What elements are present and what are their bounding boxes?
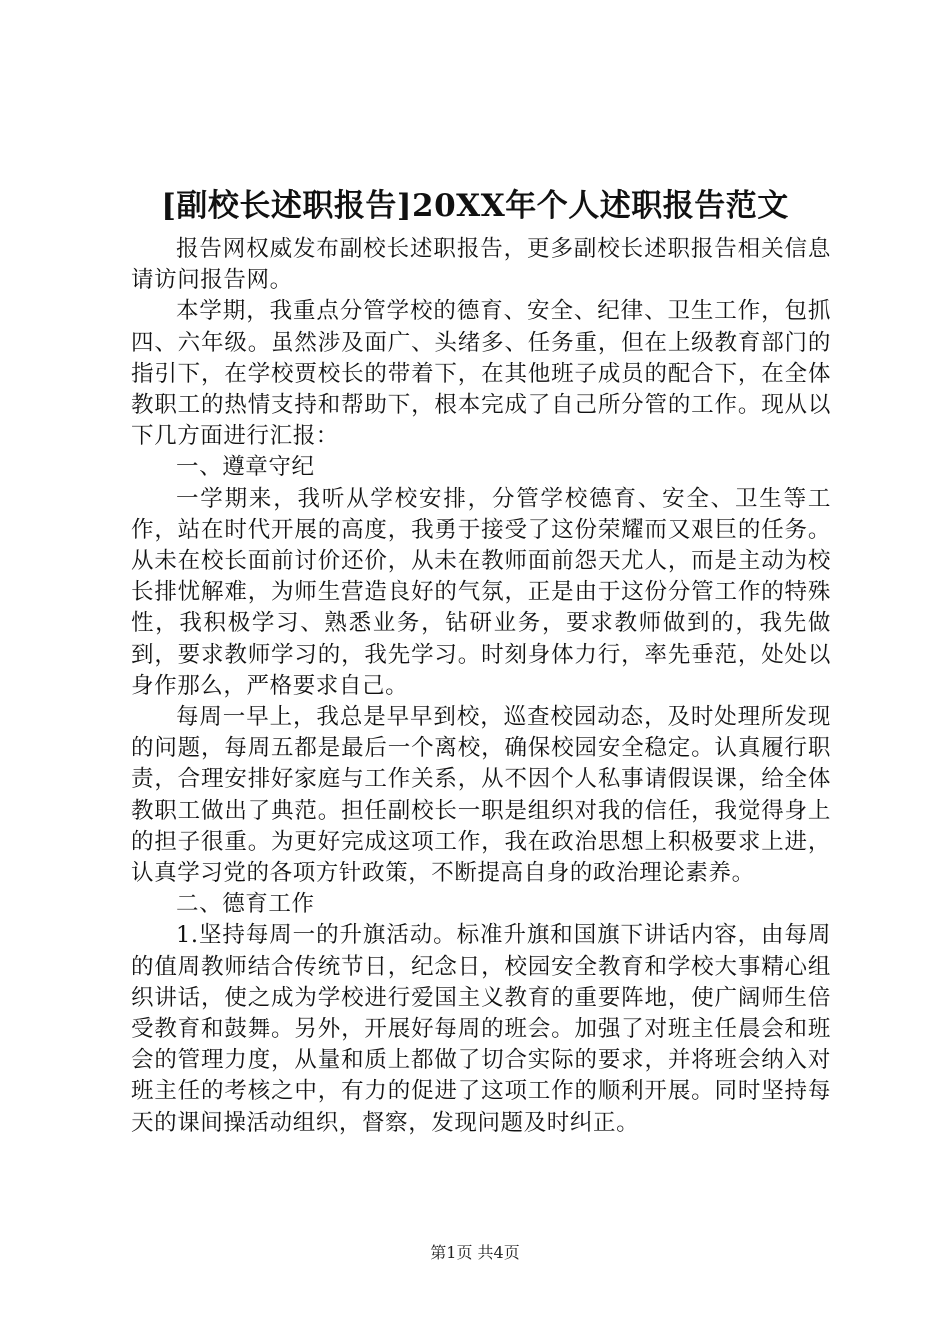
paragraph-daily-duty: 每周一早上，我总是早早到校，巡查校园动态，及时处理所发现的问题，每周五都是最后一个离校，确保校园安全稳定。认真履行职责，合理安排好家庭与工作关系，从不因个人私事请假误课，给全体教职工做出了典范。担任副校长一职是组织对我的信任，我觉得身上的担子很重。为更好完成这项工作，我在政治思想上积极要求上进，认真学习党的各项方针政策，不断提高自身的政治理论素养。: [131, 704, 831, 887]
section-heading-moral-education: 二、德育工作: [176, 891, 315, 918]
paragraph-overview: 本学期，我重点分管学校的德育、安全、纪律、卫生工作，包抓四、六年级。虽然涉及面广、头绪多、任务重，但在上级教育部门的指引下，在学校贾校长的带着下，在其他班子成员的配合下，在全体教职工的热情支持和帮助下，根本完成了自己所分管的工作。现从以下几方面进行汇报：: [131, 298, 831, 450]
paragraph-intro: 报告网权威发布副校长述职报告，更多副校长述职报告相关信息请访问报告网。: [131, 236, 831, 294]
paragraph-flag-raising: 1.坚持每周一的升旗活动。标准升旗和国旗下讲话内容，由每周的值周教师结合传统节日，纪念日，校园安全教育和学校大事精心组织讲话，使之成为学校进行爱国主义教育的重要阵地，使广阔师生倍受教育和鼓舞。另外，开展好每周的班会。加强了对班主任晨会和班会的管理力度，从量和质上都做了切合实际的要求，并将班会纳入对班主任的考核之中，有力的促进了这项工作的顺利开展。同时坚持每天的课间操活动组织，督察，发现问题及时纠正。: [131, 922, 831, 1136]
document-title: [副校长述职报告]20XX年个人述职报告范文: [161, 188, 789, 224]
section-heading-discipline: 一、遵章守纪: [176, 454, 315, 481]
paragraph-discipline: 一学期来，我听从学校安排，分管学校德育、安全、卫生等工作，站在时代开展的高度，我勇于接受了这份荣耀而又艰巨的任务。从未在校长面前讨价还价，从未在教师面前怨天尤人，而是主动为校长排忧解难，为师生营造良好的气氛，正是由于这份分管工作的特殊性，我积极学习、熟悉业务，钻研业务，要求教师做到的，我先做到，要求教师学习的，我先学习。时刻身体力行，率先垂范，处处以身作那么，严格要求自己。: [131, 485, 831, 699]
document-body: [131, 234, 831, 1139]
page-footer: 第1页 共4页: [430, 1243, 520, 1262]
